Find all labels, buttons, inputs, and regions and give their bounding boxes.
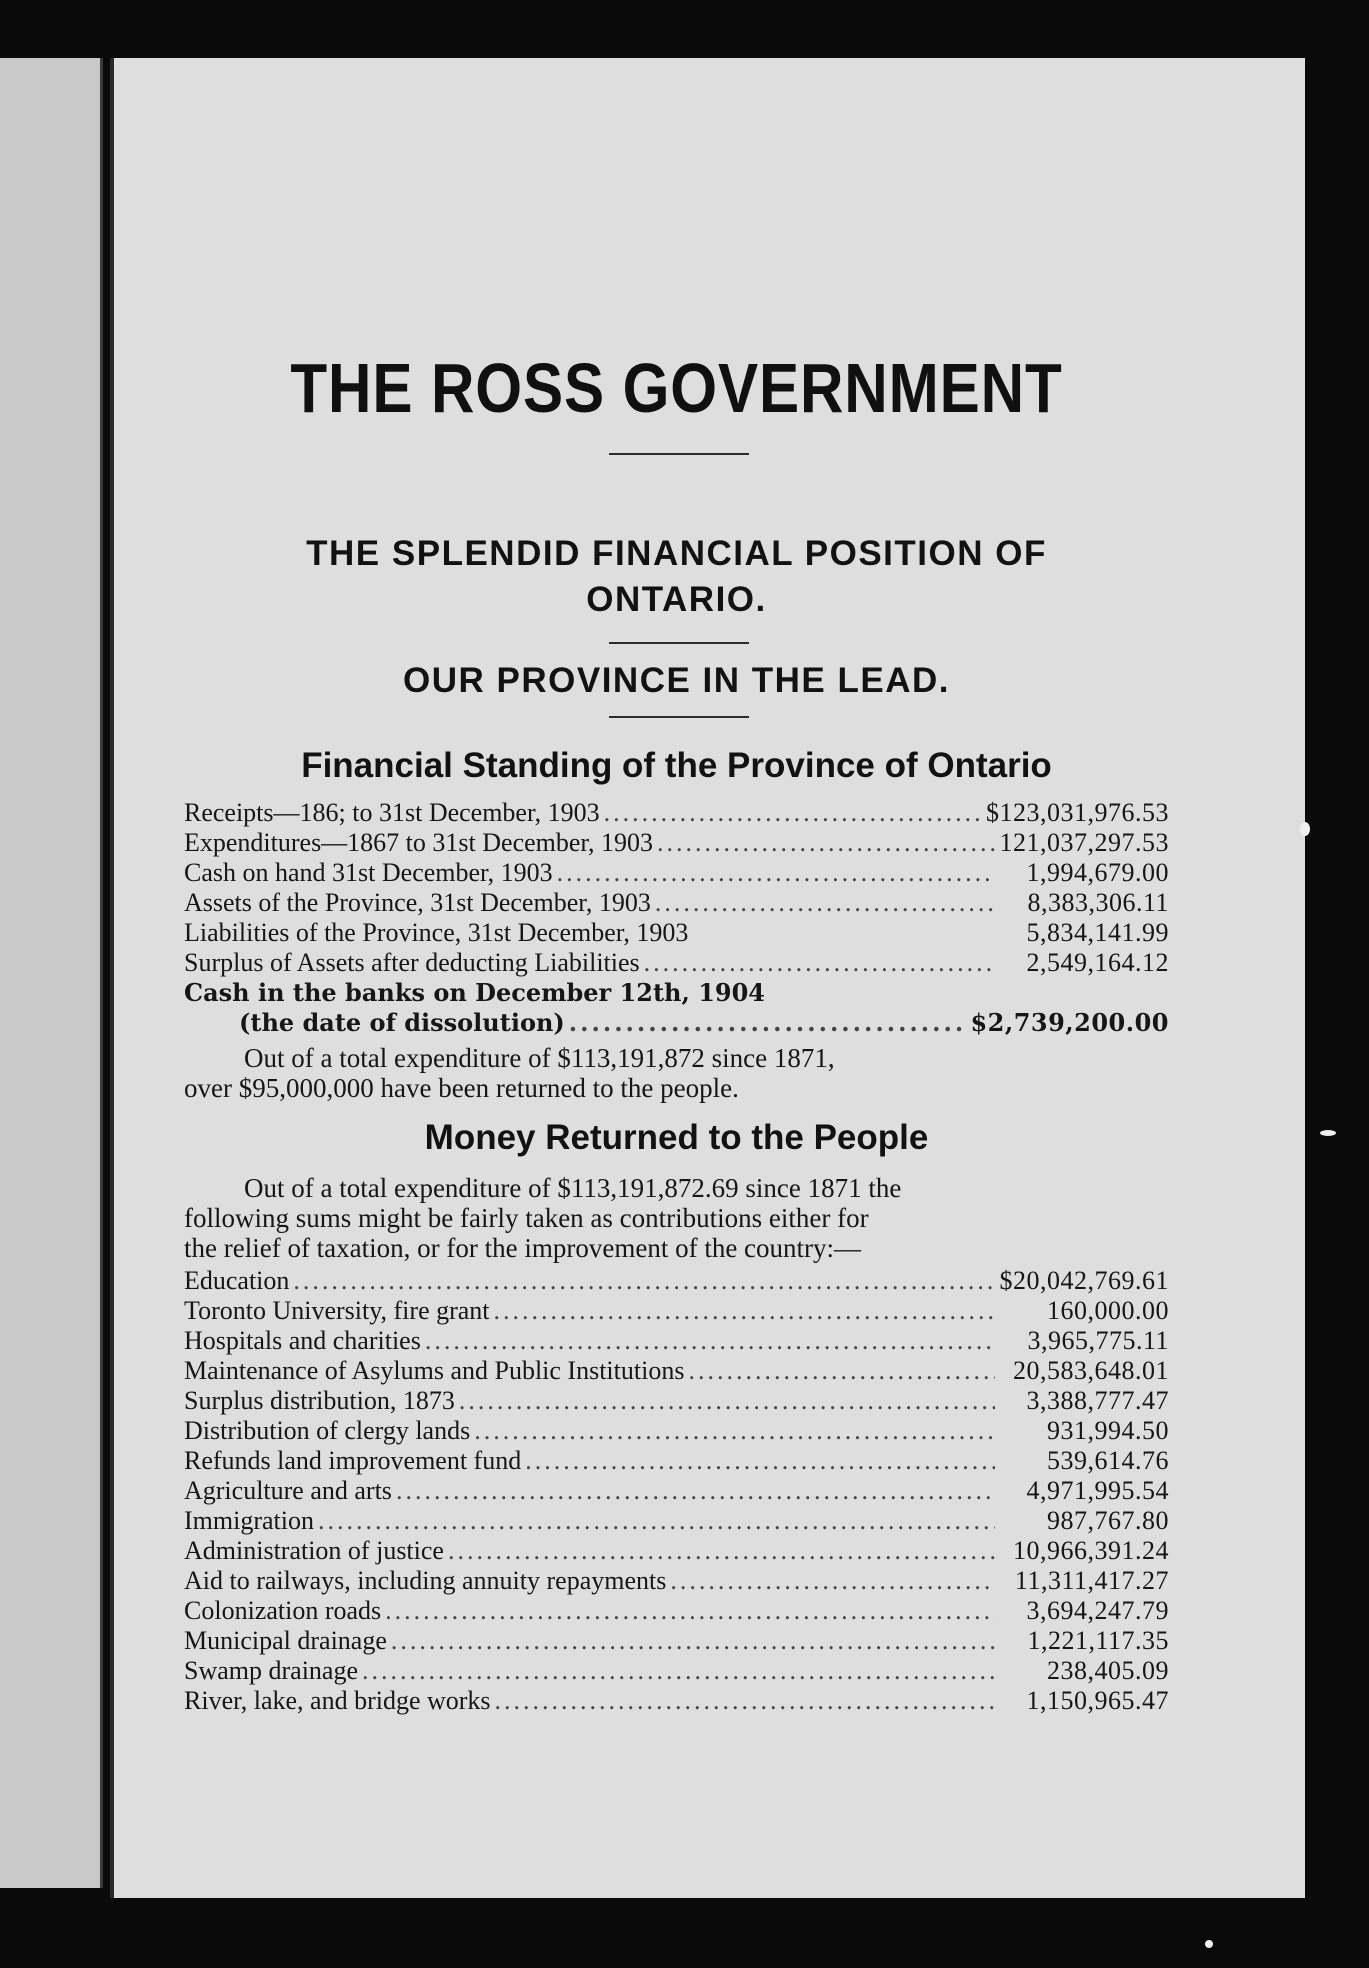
financial-standing-table	[184, 798, 1169, 1038]
ledger-row	[184, 1326, 1169, 1356]
row-label: Assets of the Province, 31st December, 1903	[184, 888, 651, 917]
leader-dots	[318, 1506, 995, 1536]
ledger-row	[184, 1266, 1169, 1296]
ledger-row	[184, 1686, 1169, 1716]
ledger-row	[184, 1506, 1169, 1536]
intro-line-1: Out of a total expenditure of $113,191,872.69 since 1871 the	[244, 1173, 902, 1203]
film-scratch	[1300, 822, 1310, 836]
row-amount: 539,614.76	[1047, 1446, 1169, 1475]
leader-dots	[494, 1296, 995, 1326]
leader-dots	[525, 1446, 995, 1476]
leader-dots	[362, 1656, 995, 1686]
row-label: Municipal drainage	[184, 1626, 387, 1655]
row-amount: 3,388,777.47	[1026, 1386, 1169, 1415]
row-amount: 20,583,648.01	[1013, 1356, 1169, 1385]
ledger-row-receipts	[184, 798, 1169, 828]
leader-dots	[459, 1386, 995, 1416]
row-amount: 931,994.50	[1047, 1416, 1169, 1445]
ledger-row	[184, 1416, 1169, 1446]
ledger-row-cash-on-hand	[184, 858, 1169, 888]
ledger-row	[184, 1296, 1169, 1326]
money-returned-table	[184, 1266, 1169, 1716]
ledger-row-liabilities	[184, 918, 1169, 948]
ledger-row-bank-cash	[184, 978, 1169, 1008]
row-label: Receipts—186; to 31st December, 1903	[184, 798, 600, 827]
leader-dots	[425, 1326, 995, 1356]
row-label: Cash in the banks on December 12th, 1904	[184, 978, 765, 1007]
row-label: Liabilities of the Province, 31st December, 1903	[184, 918, 689, 947]
row-amount: 238,405.09	[1047, 1656, 1169, 1685]
leader-dots	[604, 798, 982, 828]
leader-dots	[293, 1266, 995, 1296]
leader-dots	[391, 1626, 995, 1656]
row-label: Surplus of Assets after deducting Liabilities	[184, 948, 640, 977]
row-amount: 1,150,965.47	[1026, 1686, 1169, 1715]
row-label: Expenditures—1867 to 31st December, 1903	[184, 828, 654, 857]
row-label: Swamp drainage	[184, 1656, 359, 1685]
summary-line-1: Out of a total expenditure of $113,191,872 since 1871,	[244, 1043, 835, 1073]
row-label: Administration of justice	[184, 1536, 444, 1565]
ledger-row-assets	[184, 888, 1169, 918]
money-returned-intro	[184, 1173, 1169, 1263]
row-label: (the date of dissolution)	[239, 1008, 565, 1037]
intro-line-3: the relief of taxation, or for the improvement of the country:—	[184, 1233, 862, 1263]
leader-dots	[688, 1356, 995, 1386]
summary-line-2: over $95,000,000 have been returned to the people.	[184, 1073, 739, 1103]
row-amount: 987,767.80	[1047, 1506, 1169, 1535]
document-page	[110, 58, 1305, 1898]
ledger-row	[184, 1626, 1169, 1656]
row-amount: 8,383,306.11	[1027, 888, 1169, 917]
row-label: Refunds land improvement fund	[184, 1446, 522, 1475]
ledger-row	[184, 1476, 1169, 1506]
expenditure-summary	[184, 1043, 1169, 1103]
row-label: River, lake, and bridge works	[184, 1686, 491, 1715]
row-amount: 3,694,247.79	[1026, 1596, 1169, 1625]
leader-dots	[557, 858, 995, 888]
leader-dots	[385, 1596, 995, 1626]
divider	[609, 642, 749, 644]
row-label: Toronto University, fire grant	[184, 1296, 490, 1325]
row-amount: $2,739,200.00	[970, 1008, 1169, 1037]
leader-dots	[569, 1008, 967, 1038]
film-scratch	[1205, 1940, 1213, 1948]
ledger-row	[184, 1566, 1169, 1596]
row-label: Aid to railways, including annuity repayments	[184, 1566, 667, 1595]
ledger-row	[184, 1356, 1169, 1386]
row-amount: 160,000.00	[1047, 1296, 1169, 1325]
adjacent-page-edge	[0, 58, 103, 1888]
row-amount: 121,037,297.53	[999, 828, 1169, 857]
leader-dots	[655, 888, 995, 918]
subtitle-financial-position	[184, 531, 1169, 623]
divider	[609, 453, 749, 455]
row-label: Distribution of clergy lands	[184, 1416, 471, 1445]
subtitle-line-1: THE SPLENDID FINANCIAL POSITION OF	[306, 534, 1047, 573]
ledger-row	[184, 1656, 1169, 1686]
row-amount: 5,834,141.99	[1026, 918, 1169, 947]
ledger-row-dissolution-date	[184, 1008, 1169, 1038]
ledger-row	[184, 1596, 1169, 1626]
leader-dots	[644, 948, 995, 978]
page-title: THE ROSS GOVERNMENT	[290, 349, 1063, 427]
ledger-row	[184, 1446, 1169, 1476]
row-amount: $20,042,769.61	[999, 1266, 1169, 1295]
row-label: Surplus distribution, 1873	[184, 1386, 455, 1415]
subtitle-line-2: ONTARIO.	[586, 580, 767, 619]
row-amount: 3,965,775.11	[1027, 1326, 1169, 1355]
subtitle-province-lead: OUR PROVINCE IN THE LEAD.	[403, 661, 950, 700]
row-label: Agriculture and arts	[184, 1476, 392, 1505]
row-amount: 2,549,164.12	[1026, 948, 1169, 977]
ledger-row	[184, 1536, 1169, 1566]
intro-line-2: following sums might be fairly taken as contributions either for	[184, 1203, 869, 1233]
leader-dots	[670, 1566, 995, 1596]
row-label: Immigration	[184, 1506, 314, 1535]
divider	[609, 716, 749, 718]
row-amount: 1,221,117.35	[1027, 1626, 1169, 1655]
row-label: Cash on hand 31st December, 1903	[184, 858, 553, 887]
money-returned-heading: Money Returned to the People	[424, 1118, 929, 1157]
row-amount: 4,971,995.54	[1026, 1476, 1169, 1505]
row-amount: $123,031,976.53	[986, 798, 1169, 827]
ledger-row-surplus	[184, 948, 1169, 978]
row-amount: 1,994,679.00	[1026, 858, 1169, 887]
leader-dots	[396, 1476, 995, 1506]
row-amount: 10,966,391.24	[1013, 1536, 1169, 1565]
leader-dots	[474, 1416, 995, 1446]
leader-dots	[657, 828, 995, 858]
row-label: Hospitals and charities	[184, 1326, 421, 1355]
row-label: Education	[184, 1266, 290, 1295]
film-scratch	[1320, 1130, 1336, 1136]
row-label: Maintenance of Asylums and Public Institutions	[184, 1356, 685, 1385]
ledger-row	[184, 1386, 1169, 1416]
ledger-row-expenditures	[184, 828, 1169, 858]
leader-dots	[495, 1686, 995, 1716]
leader-dots	[448, 1536, 995, 1566]
financial-standing-heading: Financial Standing of the Province of Ontario	[301, 746, 1052, 785]
row-amount: 11,311,417.27	[1014, 1566, 1169, 1595]
row-label: Colonization roads	[184, 1596, 382, 1625]
